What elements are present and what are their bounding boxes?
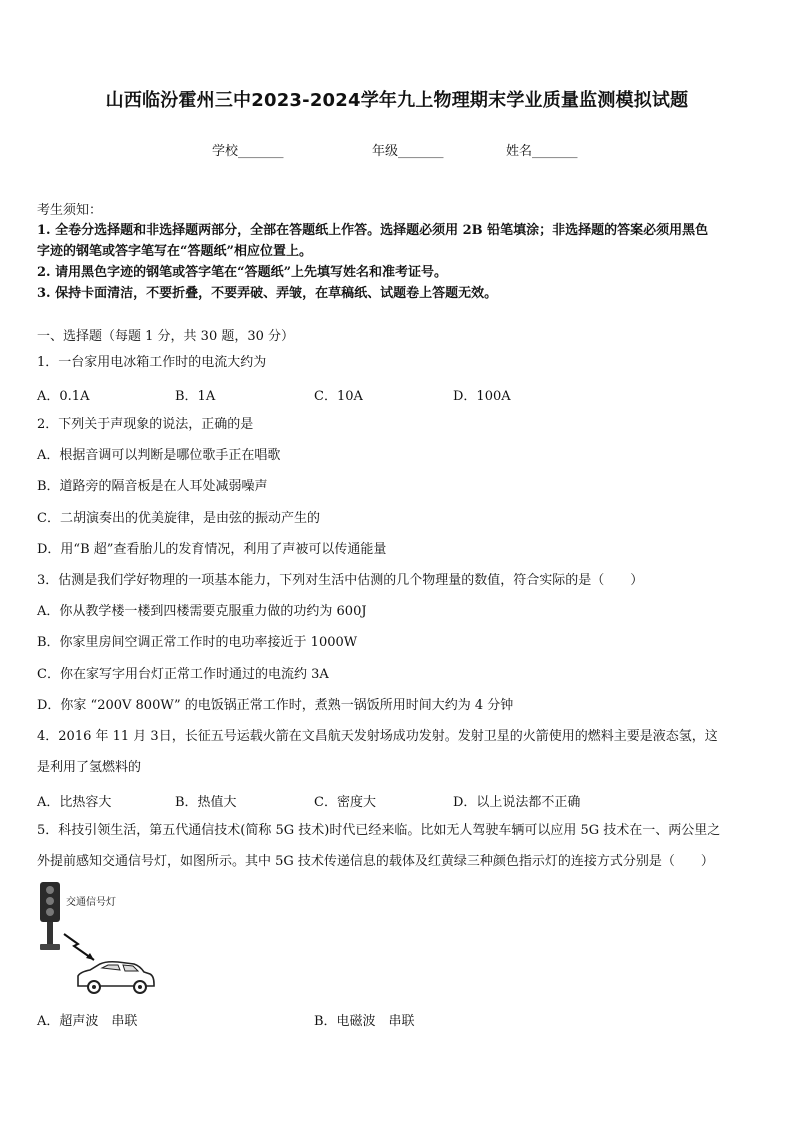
question-1-option-d: D．100A — [453, 389, 511, 404]
question-2-stem: 2．下列关于声现象的说法，正确的是 — [37, 417, 254, 432]
question-5-option-a: A．超声波 串联 — [37, 1014, 138, 1029]
section-heading: 一、选择题（每题 1 分，共 30 题，30 分） — [37, 329, 295, 344]
traffic-light-figure — [34, 880, 164, 1000]
question-4-stem: 4．2016 年 11 月 3日，长征五号运载火箭在文昌航天发射场成功发射。发射卫星的火箭使用的燃料主要是液态氢，这 — [37, 729, 718, 744]
question-3-option-b: B．你家里房间空调正常工作时的电功率接近于 1000W — [37, 635, 358, 650]
question-4-stem-cont: 是利用了氢燃料的 — [37, 760, 142, 775]
question-2-option-c: C．二胡演奏出的优美旋律，是由弦的振动产生的 — [37, 511, 320, 526]
question-5-stem-cont: 外提前感知交通信号灯，如图所示。其中 5G 技术传递信息的载体及红黄绿三种颜色指示灯的连接方式分别是（ ） — [37, 854, 714, 869]
notice-item-2: 2. 请用黑色字迹的钢笔或答字笔在“答题纸”上先填写姓名和准考证号。 — [37, 265, 448, 280]
question-2-option-d: D．用“B 超”查看胎儿的发育情况，利用了声被可以传通能量 — [37, 542, 387, 557]
figure-label: 交通信号灯 — [66, 897, 116, 908]
question-3-option-a: A．你从教学楼一楼到四楼需要克服重力做的功约为 600J — [37, 604, 367, 619]
question-3-option-c: C．你在家写字用台灯正常工作时通过的电流约 3A — [37, 667, 329, 682]
notice-item-3: 3. 保持卡面清洁，不要折叠，不要弄破、弄皱，在草稿纸、试题卷上答题无效。 — [37, 286, 498, 301]
question-3-stem: 3．估测是我们学好物理的一项基本能力，下列对生活中估测的几个物理量的数值，符合实际的是（ ） — [37, 573, 644, 588]
question-1-option-a: A．0.1A — [37, 389, 90, 404]
question-5-stem: 5．科技引领生活，第五代通信技术(简称 5G 技术)时代已经来临。比如无人驾驶车辆可以应用 5G 技术在一、两公里之 — [37, 823, 721, 838]
name-field: 姓名_______ — [506, 144, 578, 159]
question-4-option-a: A．比热容大 — [37, 795, 112, 810]
question-3-option-d: D．你家 “200V 800W” 的电饭锅正常工作时，煮熟一锅饭所用时间大约为 4 分钟 — [37, 698, 514, 713]
question-5-option-b: B．电磁波 串联 — [314, 1014, 415, 1029]
question-1-stem: 1．一台家用电冰箱工作时的电流大约为 — [37, 355, 267, 370]
notice-item-1-cont: 字迹的钢笔或答字笔写在“答题纸”相应位置上。 — [37, 244, 312, 259]
notice-heading: 考生须知： — [37, 203, 103, 218]
question-1-option-c: C．10A — [314, 389, 363, 404]
page-title: 山西临汾霍州三中2023-2024学年九上物理期末学业质量监测模拟试题 — [105, 90, 689, 111]
question-1-option-b: B．1A — [175, 389, 216, 404]
notice-item-1: 1. 全卷分选择题和非选择题两部分，全部在答题纸上作答。选择题必须用 2B 铅笔填涂；非选择题的答案必须用黑色 — [37, 223, 709, 238]
question-4-option-c: C．密度大 — [314, 795, 376, 810]
question-4-option-b: B．热值大 — [175, 795, 237, 810]
school-field: 学校_______ — [212, 144, 284, 159]
question-2-option-a: A．根据音调可以判断是哪位歌手正在唱歌 — [37, 448, 281, 463]
grade-field: 年级_______ — [372, 144, 444, 159]
question-4-option-d: D．以上说法都不正确 — [453, 795, 581, 810]
question-2-option-b: B．道路旁的隔音板是在人耳处减弱噪声 — [37, 479, 268, 494]
